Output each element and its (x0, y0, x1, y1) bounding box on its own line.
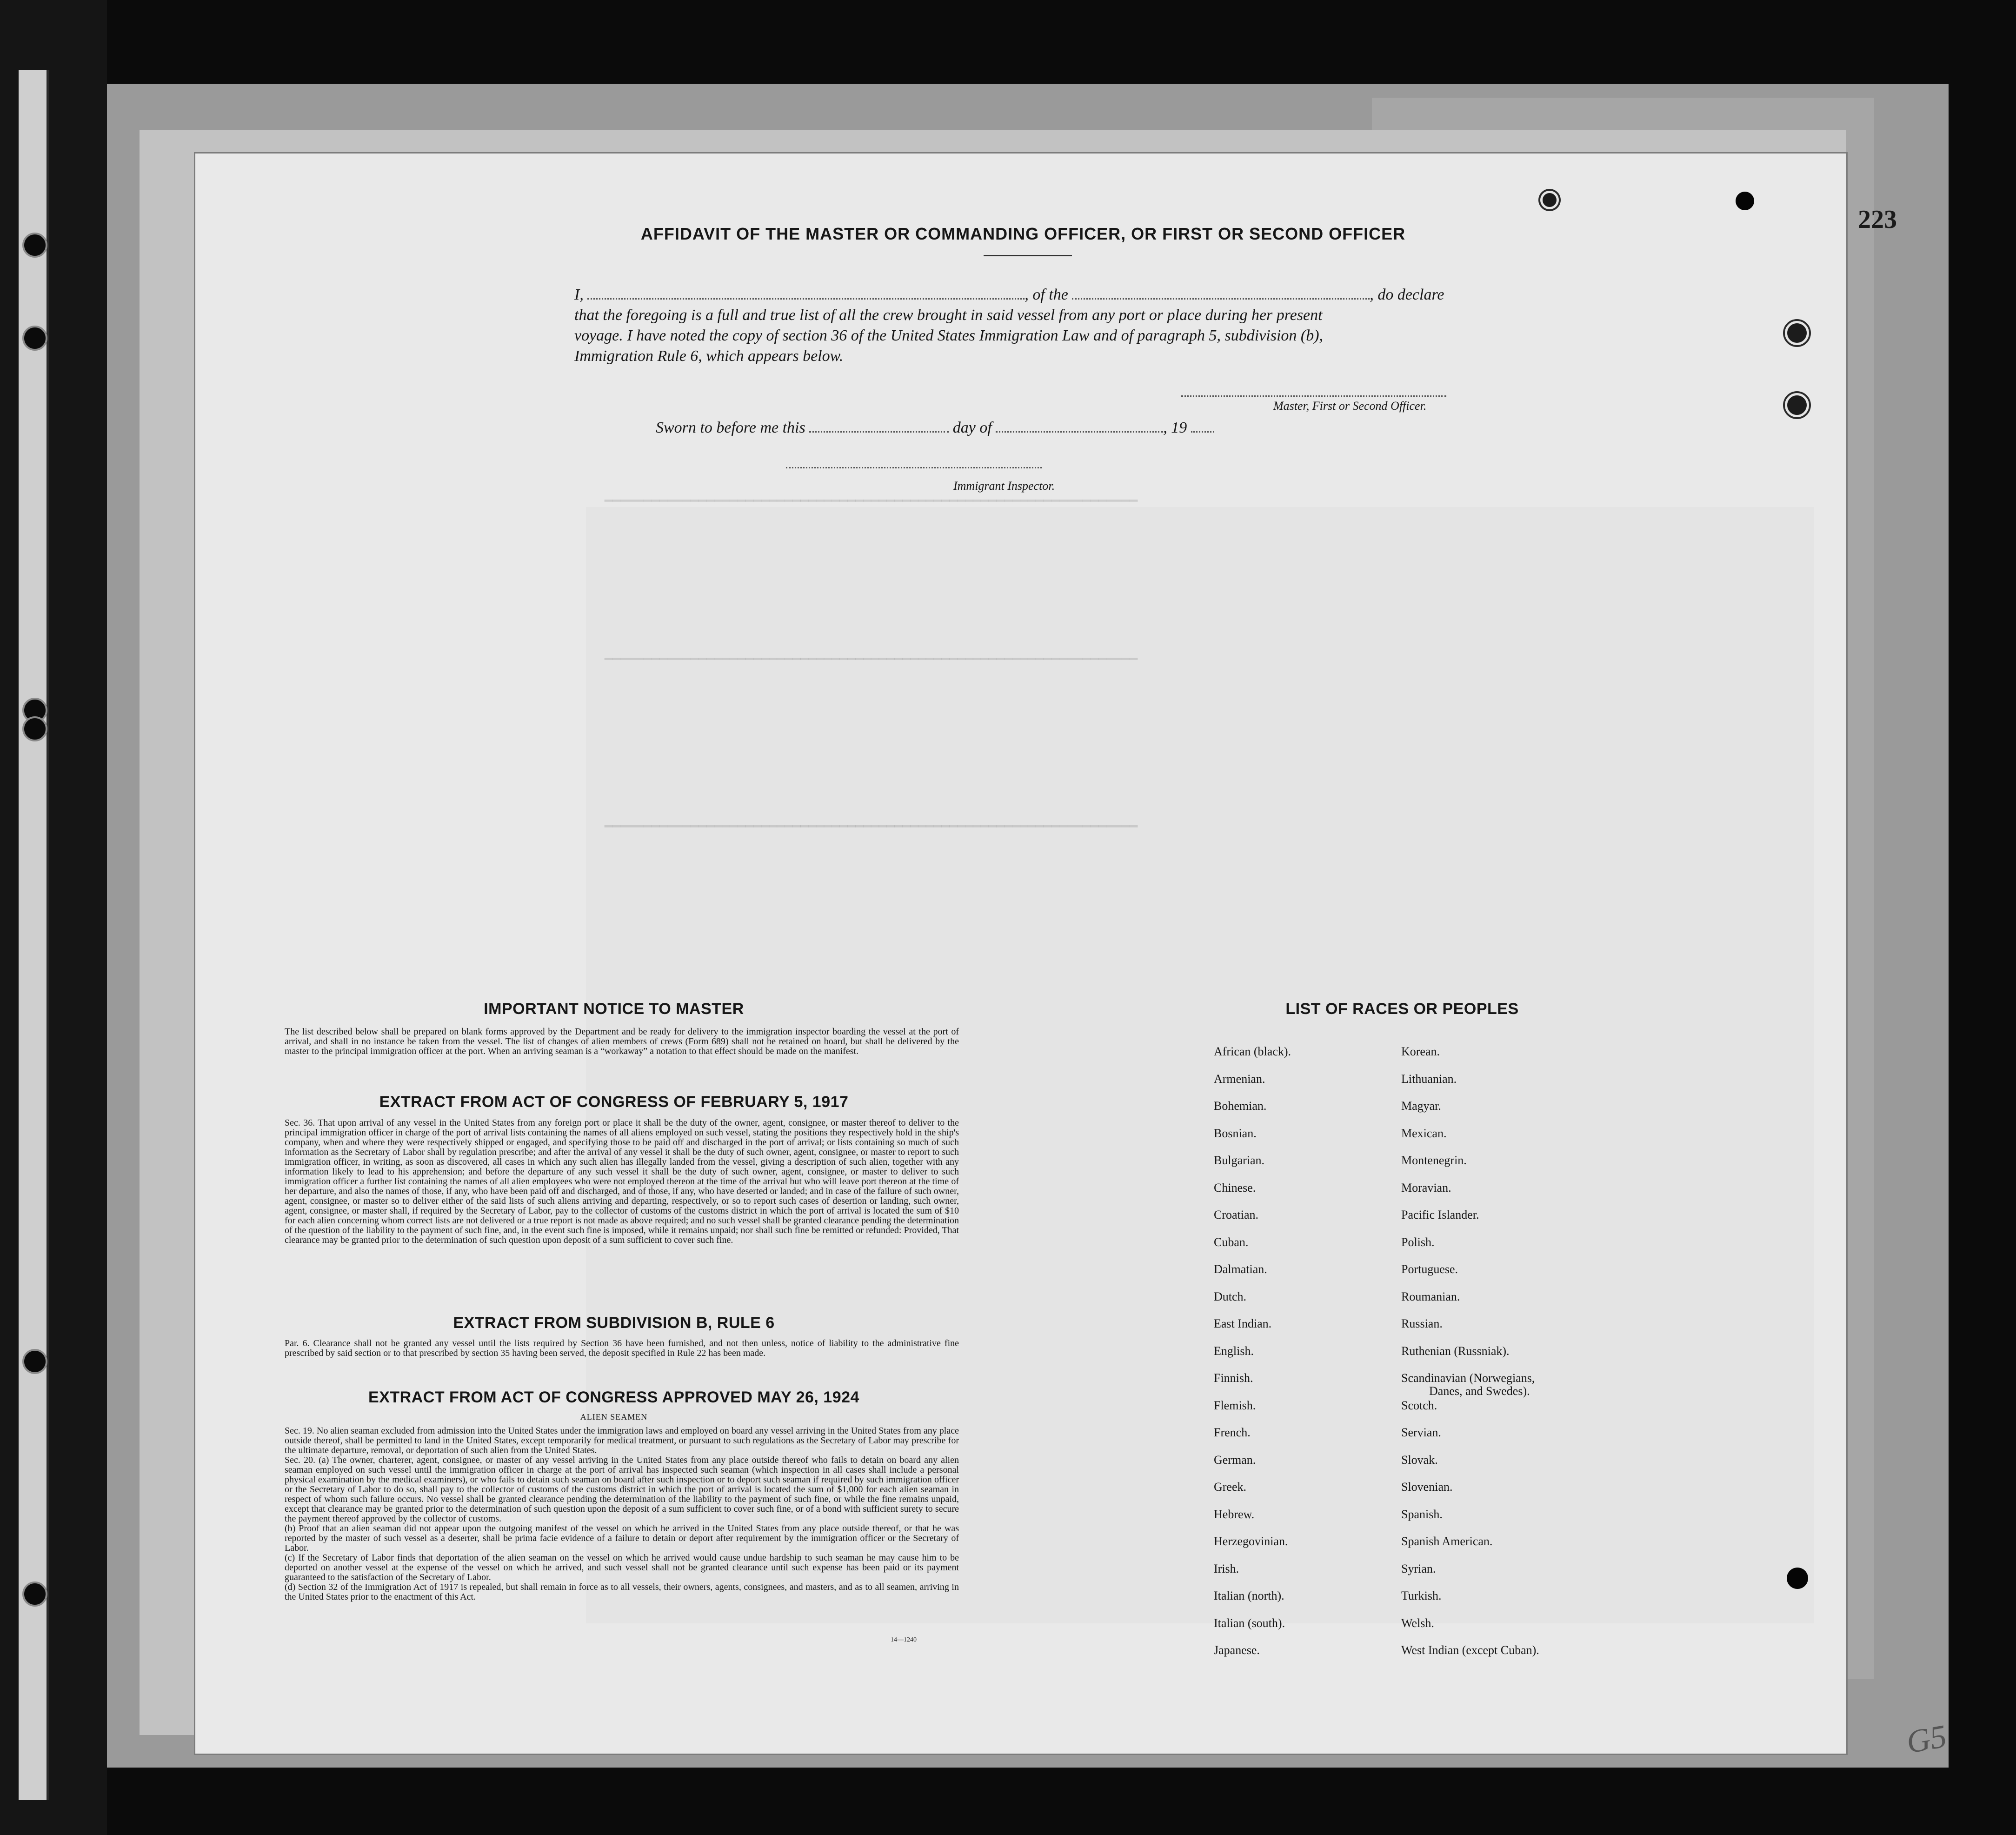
affidavit-do-declare: , do declare (1370, 286, 1444, 303)
race-item: Moravian. (1401, 1181, 1451, 1194)
name-blank (587, 286, 1025, 300)
race-item: Italian (north). (1214, 1589, 1284, 1602)
binder-hole (22, 1349, 47, 1374)
binder-hole (22, 1581, 47, 1607)
sec-19-paragraph: Sec. 19. No alien seaman excluded from admission into the United States under the immigration laws and employed on board any vessel arriving in the United States from any place outside thereof, shall be permitted to land in the United States, except temporarily for medical treatment, or pursuant to such regulations as the Secretary of Labor may prescribe for the ultimate departure, removal, or deportation of such alien from the United States. (285, 1426, 959, 1455)
pencil-mark: G5 (1903, 1718, 1949, 1761)
sworn-line (656, 418, 1260, 438)
race-item: Turkish. (1401, 1589, 1442, 1602)
race-item: Syrian. (1401, 1562, 1436, 1575)
race-item: Japanese. (1214, 1643, 1260, 1657)
affidavit-line-2: that the foregoing is a full and true list of all the crew brought in said vessel from any port or place during her present (574, 307, 1323, 324)
race-item: Finnish. (1214, 1371, 1253, 1385)
race-item: Dalmatian. (1214, 1262, 1267, 1276)
race-item: Italian (south). (1214, 1616, 1285, 1630)
year-prefix: , 19 (1163, 419, 1187, 436)
race-item: Herzegovinian. (1214, 1535, 1288, 1548)
race-item: Portuguese. (1401, 1262, 1458, 1276)
race-item: Slovenian. (1401, 1480, 1453, 1494)
binder-hole (22, 716, 47, 741)
bleed-through-row: ━━━━━━━━━━━━━━━━━━━━━━━━━━━━━━━━━━━━━━━━━━━━━━━━━━━━━━━━━━━━━━━━━━━━ (605, 821, 1138, 835)
sec-20b-paragraph: (b) Proof that an alien seaman did not appear upon the outgoing manifest of the vessel on which he arrived in the United States from any place outside thereof, or that he was reported by the master of such vessel as a deserter, shall be prima facie evidence of a failure to detain or deport after requirement by the immigration officer or the Secretary of Labor. (285, 1523, 959, 1553)
race-item: Cuban. (1214, 1235, 1249, 1249)
race-item: English. (1214, 1344, 1254, 1358)
race-item: Roumanian. (1401, 1290, 1460, 1303)
sec-20d-paragraph: (d) Section 32 of the Immigration Act of 1917 is repealed, but shall remain in force as to all vessels, their owners, agents, consignees, and masters, and as to all seamen, arriving in the United States prior to the enactment of this Act. (285, 1582, 959, 1602)
affidavit-i: I, (574, 286, 584, 303)
races-right-column (1401, 1045, 1615, 1663)
races-left-column (1214, 1045, 1400, 1663)
race-item: German. (1214, 1453, 1256, 1467)
race-item: Bulgarian. (1214, 1154, 1265, 1167)
title-underline (984, 255, 1072, 256)
punch-hole (1787, 1568, 1808, 1589)
races-title: LIST OF RACES OR PEOPLES (1285, 1000, 1519, 1018)
inspector-signature-line (786, 466, 1042, 468)
extract-1917-body (285, 1118, 959, 1245)
race-item: Slovak. (1401, 1453, 1438, 1467)
form-number: 14—1240 (891, 1636, 917, 1643)
bleed-through-row: ━━━━━━━━━━━━━━━━━━━━━━━━━━━━━━━━━━━━━━━━━━━━━━━━━━━━━━━━━━━━━━━━━━━━ (605, 495, 1138, 509)
race-item: Spanish. (1401, 1508, 1443, 1521)
punch-hole (1540, 191, 1559, 209)
race-item: East Indian. (1214, 1317, 1272, 1330)
race-item: Hebrew. (1214, 1508, 1255, 1521)
extract-1917-title: EXTRACT FROM ACT OF CONGRESS OF FEBRUARY 5, 1917 (379, 1093, 849, 1111)
race-item: Flemish. (1214, 1399, 1256, 1412)
master-caption: Master, First or Second Officer. (1273, 399, 1427, 413)
notice-body (285, 1027, 959, 1056)
race-item: Korean. (1401, 1045, 1440, 1058)
race-item: Chinese. (1214, 1181, 1256, 1194)
binder-strip (0, 0, 107, 1835)
inspector-caption: Immigrant Inspector. (953, 479, 1055, 493)
sworn-text: Sworn to before me this (656, 419, 805, 436)
sec-36-paragraph: Sec. 36. That upon arrival of any vessel in the United States from any foreign port or place it shall be the duty of the owner, agent, consignee, or master thereof to deliver to the principal immigration officer in charge of the port of arrival lists containing the names of all aliens employed on such vessel, stating the positions they respectively hold in the ship's company, when and where they were respectively shipped or engaged, and specifying those to be paid off and discharged in the port of arrival; or lists containing so much of such information as the Secretary of Labor shall by regulation prescribe; and after the arrival of any vessel it shall be the duty of such owner, agent, consignee, or master to report to such immigration officer, in writing, as soon as discovered, all cases in which any such alien has illegally landed from the vessel, giving a description of such alien, together with any information likely to lead to his apprehension; and before the departure of any such vessel it shall be the duty of such owner, agent, consignee, or master to deliver to such immigration officer a further list containing the names of all alien employees who were not employed thereon at the time of the arrival but who will leave port thereon at the time of her departure, and also the names of those, if any, who have been paid off and discharged, and of those, if any, who have deserted or landed; and in case of the failure of such owner, agent, consignee, or master so to deliver either of the said lists of such aliens arriving and departing, respectively, or so to report such cases of desertion or landing, such owner, agent, consignee, or master shall, if required by the Secretary of Labor, pay to the collector of customs of the customs district in which the port of arrival is located the sum of $10 for each alien concerning whom correct lists are not delivered or a true report is not made as above required; and no such vessel shall be granted clearance pending the determination of the question of the liability to the payment of such fine, and, in the event such fine is imposed, while it remains unpaid; nor shall such fine be remitted or refunded: Provided, That clearance may be granted prior to the determination of such question upon deposit of a sum sufficient to cover such fine. (285, 1118, 959, 1245)
race-item: French. (1214, 1426, 1251, 1439)
affidavit-of-the: , of the (1025, 286, 1068, 303)
race-item: Scotch. (1401, 1399, 1437, 1412)
race-item: Polish. (1401, 1235, 1435, 1249)
binder-hole (22, 326, 47, 351)
affidavit-line-1 (574, 285, 1504, 305)
race-item: Greek. (1214, 1480, 1247, 1494)
extract-rule6-title: EXTRACT FROM SUBDIVISION B, RULE 6 (453, 1314, 775, 1332)
punch-hole (1736, 192, 1754, 210)
vessel-blank (1072, 286, 1370, 300)
sheet-number: 223 (1858, 205, 1897, 234)
sec-20a-paragraph: Sec. 20. (a) The owner, charterer, agent, consignee, or master of any vessel arriving in the United States from any place outside thereof who fails to detain on board any alien seaman employed on such vessel until the immigration officer in charge at the port of arrival has inspected such seaman (which inspection in all cases shall include a personal physical examination by the medical examiners), or who fails to detain such seaman on board after such inspection or to deport such seaman if required by such immigration officer or the Secretary of Labor to do so, shall pay to the collector of customs of the customs district in which the port of arrival is located the sum of $1,000 for each alien seaman in respect of whom such failure occurs. No vessel shall be granted clearance pending the determination of the liability to the payment of such fine, or while the fine remains unpaid, except that clearance may be granted prior to the determination of such question upon the deposit of a sum sufficient to cover such fine, or of a bond with sufficient surety to secure the payment thereof approved by the collector of customs. (285, 1455, 959, 1524)
affidavit-line-3: voyage. I have noted the copy of section 36 of the United States Immigration Law and of paragraph 5, subdivision (b), (574, 327, 1324, 344)
notice-title: IMPORTANT NOTICE TO MASTER (484, 1000, 744, 1018)
binder-hole (22, 233, 47, 258)
extract-rule6-body (285, 1339, 959, 1358)
race-item: Bosnian. (1214, 1127, 1257, 1140)
day-blank (809, 419, 949, 433)
race-item: Lithuanian. (1401, 1072, 1457, 1086)
punch-hole (1785, 393, 1809, 417)
year-blank (1191, 419, 1214, 433)
race-item: Croatian. (1214, 1208, 1259, 1221)
affidavit-line-4: Immigration Rule 6, which appears below. (574, 347, 844, 365)
race-item-continuation: Danes, and Swedes). (1429, 1384, 1530, 1398)
race-item: Servian. (1401, 1426, 1441, 1439)
race-item: Dutch. (1214, 1290, 1247, 1303)
master-signature-line (1181, 394, 1446, 397)
race-item: Bohemian. (1214, 1099, 1267, 1113)
race-item: Pacific Islander. (1401, 1208, 1479, 1221)
race-item: Ruthenian (Russniak). (1401, 1344, 1510, 1358)
race-item: African (black). (1214, 1045, 1291, 1058)
race-item: Welsh. (1401, 1616, 1434, 1630)
race-item: Spanish American. (1401, 1535, 1493, 1548)
punch-hole (1785, 321, 1809, 345)
race-item: Scandinavian (Norwegians, (1401, 1371, 1535, 1385)
race-item: Russian. (1401, 1317, 1443, 1330)
race-item: West Indian (except Cuban). (1401, 1643, 1539, 1657)
sec-20c-paragraph: (c) If the Secretary of Labor finds that deportation of the alien seaman on the vessel on which he arrived would cause undue hardship to such seaman he may cause him to be deported on another vessel at the expense of the vessel on which he arrived, and such vessel shall not be granted clearance until such expense has been paid or its payment guaranteed to the satisfaction of the Secretary of Labor. (285, 1553, 959, 1582)
race-item: Magyar. (1401, 1099, 1441, 1113)
day-of-text: day of (952, 419, 992, 436)
bleed-through-row: ━━━━━━━━━━━━━━━━━━━━━━━━━━━━━━━━━━━━━━━━━━━━━━━━━━━━━━━━━━━━━━━━━━━━ (605, 653, 1138, 667)
extract-1924-body (285, 1426, 959, 1602)
race-item: Mexican. (1401, 1127, 1447, 1140)
par-6-paragraph: Par. 6. Clearance shall not be granted any vessel until the lists required by Section 36 have been furnished, and not then unless, notice of liability to the administrative fine prescribed by said section or to that prescribed by section 35 having been served, the deposit specified in Rule 22 has been made. (285, 1338, 959, 1358)
alien-seamen-subtitle: ALIEN SEAMEN (580, 1412, 648, 1421)
race-item: Montenegrin. (1401, 1154, 1467, 1167)
notice-paragraph: The list described below shall be prepared on blank forms approved by the Department and be ready for delivery to the immigration inspector boarding the vessel at the port of arrival, and shall in no instance be taken from the vessel. The list of changes of alien members of crews (Form 689) shall not be retained on board, but shall be delivered by the master to the principal immigration officer at the port. When an arriving seaman is a “workaway” a notation to that effect should be made on the manifest. (285, 1027, 959, 1056)
month-blank (996, 419, 1163, 433)
race-item: Irish. (1214, 1562, 1239, 1575)
race-item: Armenian. (1214, 1072, 1265, 1086)
extract-1924-title: EXTRACT FROM ACT OF CONGRESS APPROVED MAY 26, 1924 (368, 1388, 859, 1406)
affidavit-title: AFFIDAVIT OF THE MASTER OR COMMANDING OFFICER, OR FIRST OR SECOND OFFICER (640, 224, 1406, 243)
